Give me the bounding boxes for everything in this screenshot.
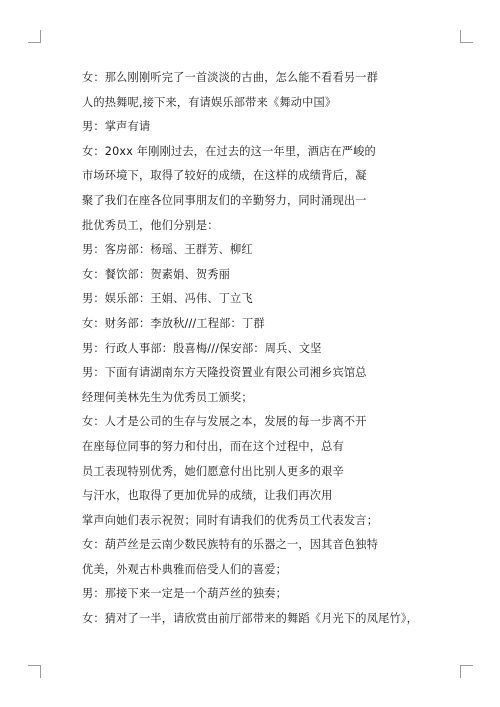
text-line: 男：行政人事部：殷喜梅///保安部：周兵、文坚: [82, 341, 322, 355]
text-line: 市场环境下，取得了较好的成绩，在这样的成绩背后，凝: [82, 169, 367, 183]
text-line: 男：娱乐部：王娟、冯伟、丁立飞: [82, 292, 253, 306]
text-line: 男：掌声有请: [82, 120, 151, 134]
text-line: 女：猜对了一半，请欣赏由前厅部带来的舞蹈《月光下的凤尾竹》，: [82, 612, 419, 626]
text-line: 人的热舞呢,接下来，有请娱乐部带来《舞动中国》: [82, 95, 337, 109]
document-body: [82, 66, 419, 632]
text-line: 经理何美林先生为优秀员工颁奖；: [82, 390, 253, 404]
crop-mark-top-right: [460, 30, 473, 43]
text-line: 男：下面有请湖南东方天隆投资置业有限公司湘乡宾馆总: [82, 366, 367, 380]
text-line: 女：葫芦丝是云南少数民族特有的乐器之一，因其音色独特: [82, 538, 379, 552]
text-line: 员工表现特别优秀，她们愿意付出比别人更多的艰辛: [82, 464, 344, 478]
text-line: 在座每位同事的努力和付出，而在这个过程中，总有: [82, 439, 344, 453]
text-line: 优美，外观古朴典雅而倍受人们的喜爱；: [82, 562, 287, 576]
crop-mark-bottom-right: [460, 665, 473, 678]
text-line: 女：20xx 年刚刚过去，在过去的这一年里，酒店在严峻的: [82, 144, 376, 158]
text-line: 男：客房部：杨瑶、王群芳、柳红: [82, 243, 253, 257]
text-line: 掌声向她们表示祝贺；同时有请我们的优秀员工代表发言；: [82, 513, 379, 527]
text-line: 女：那么刚刚听完了一首淡淡的古曲，怎么能不看看另一群: [82, 71, 379, 84]
text-line: 女：人才是公司的生存与发展之本，发展的每一步离不开: [82, 415, 367, 429]
text-line: 聚了我们在座各位同事朋友们的辛勤努力，同时涌现出一: [82, 193, 367, 207]
text-line: 女：财务部：李放秋///工程部：丁群: [82, 316, 265, 330]
crop-mark-top-left: [28, 30, 41, 43]
text-line: 与汗水，也取得了更加优异的成绩，让我们再次用: [82, 489, 333, 503]
crop-mark-bottom-left: [28, 665, 41, 678]
text-line: 批优秀员工，他们分别是：: [82, 218, 219, 232]
text-line: 女：餐饮部：贺素娟、贺秀丽: [82, 267, 231, 281]
text-line: 男：那接下来一定是一个葫芦丝的独奏；: [82, 587, 287, 601]
